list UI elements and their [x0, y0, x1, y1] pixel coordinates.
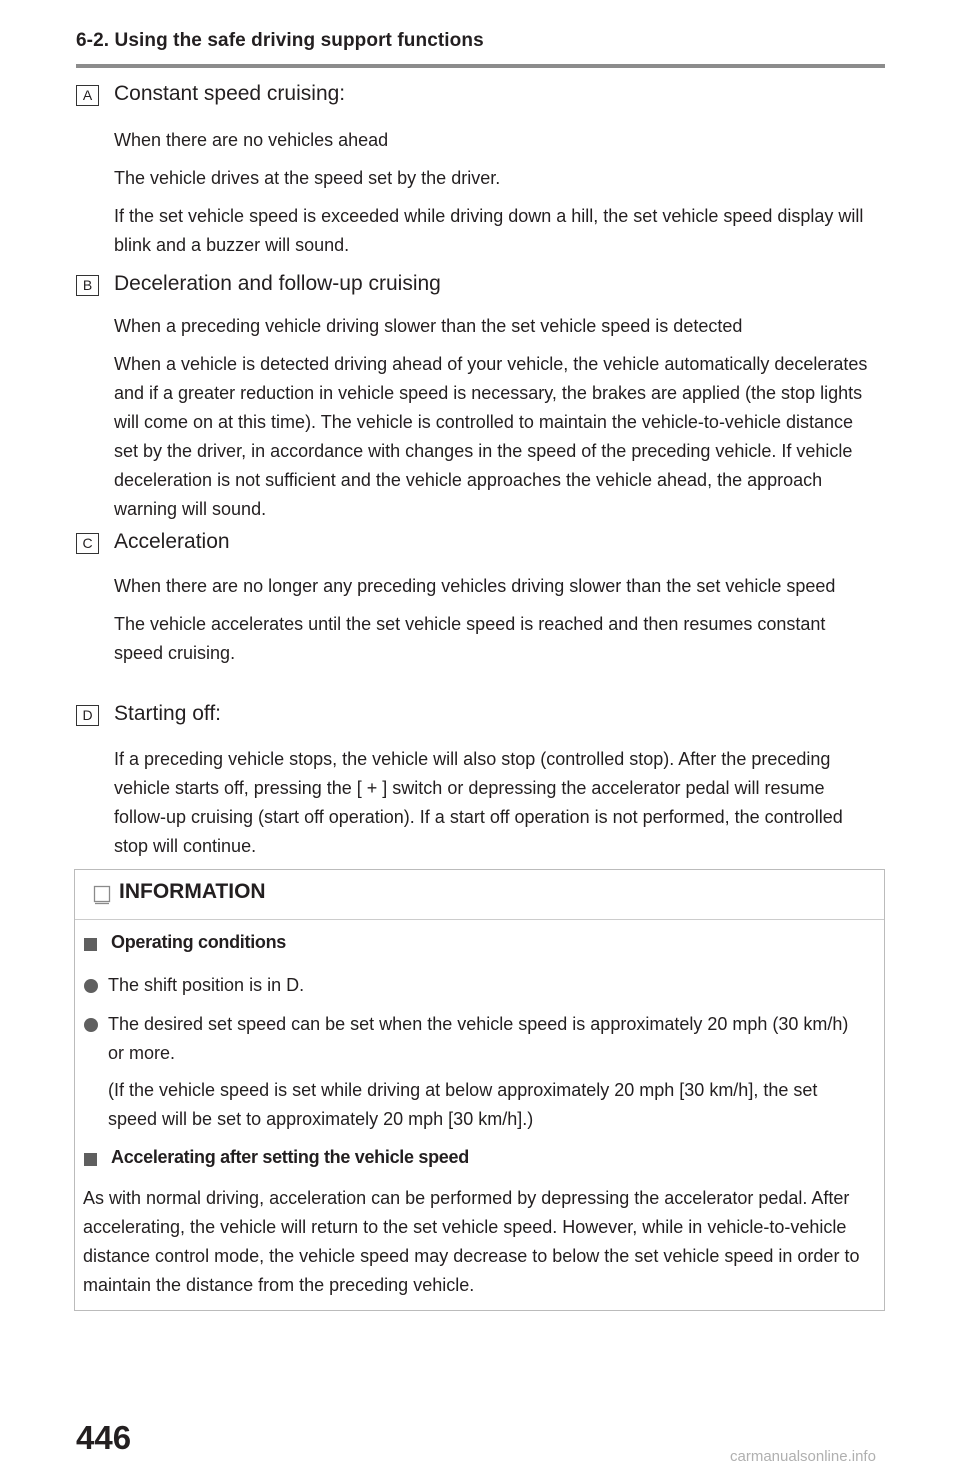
section-title: Deceleration and follow-up cruising	[114, 272, 441, 295]
section-body	[114, 572, 874, 677]
paragraph: If a preceding vehicle stops, the vehicle will also stop (controlled stop). After the preceding vehicle starts off, pressing the [ + ] switch or depressing the accelerator pedal will resume follow-up cruising (start off operation). If a start off operation is not performed, the controlled stop will continue.	[114, 749, 843, 856]
paragraph: When there are no vehicles ahead	[114, 130, 389, 150]
section-title: Starting off:	[114, 702, 222, 725]
section-marker: D	[76, 705, 99, 726]
circle-bullet-icon	[84, 979, 98, 993]
information-box	[74, 869, 885, 1311]
section-marker: C	[76, 533, 99, 554]
paragraph: If the set vehicle speed is exceeded while driving down a hill, the set vehicle speed display will blink and a buzzer will sound.	[114, 206, 864, 255]
circle-bullet-icon	[84, 1018, 98, 1032]
section-body	[114, 312, 874, 533]
accelerating-heading: Accelerating after setting the vehicle speed	[111, 1147, 469, 1167]
bullet-note: (If the vehicle speed is set while driving at below approximately 20 mph [30 km/h], the set speed will be set to approximately 20 mph [30 km/h].)	[108, 1080, 818, 1129]
section-marker: A	[76, 85, 99, 106]
section-body	[114, 745, 874, 870]
header-divider	[76, 64, 885, 68]
paragraph: When a vehicle is detected driving ahead of your vehicle, the vehicle automatically decelerates and if a greater reduction in vehicle speed is necessary, the brakes are applied (the stop lights will come on at this time). The vehicle is controlled to maintain the vehicle-to-vehicle distance set by the driver, in accordance with changes in the speed of the preceding vehicle. If vehicle deceleration is not sufficient and the vehicle approaches the vehicle ahead, the approach warning will sound.	[114, 354, 868, 519]
square-bullet-icon	[84, 1153, 97, 1166]
square-bullet-icon	[84, 938, 97, 951]
information-title: INFORMATION	[119, 880, 266, 903]
paragraph: When there are no longer any preceding vehicles driving slower than the set vehicle speed	[114, 576, 836, 596]
paragraph: The vehicle drives at the speed set by the driver.	[114, 168, 501, 188]
paragraph: When a preceding vehicle driving slower than the set vehicle speed is detected	[114, 316, 743, 336]
section-header: 6-2. Using the safe driving support functions	[76, 30, 484, 51]
section-body	[114, 126, 874, 269]
bullet-text: The shift position is in D.	[108, 975, 305, 995]
bullet-text: The desired set speed can be set when the vehicle speed is approximately 20 mph (30 km/h) or more.	[108, 1014, 849, 1063]
section-marker: B	[76, 275, 99, 296]
watermark: carmanualsonline.info	[730, 1448, 876, 1465]
paragraph: The vehicle accelerates until the set vehicle speed is reached and then resumes constant speed cruising.	[114, 614, 826, 663]
section-title: Constant speed cruising:	[114, 82, 346, 105]
operating-conditions-heading: Operating conditions	[111, 932, 287, 952]
section-title: Acceleration	[114, 530, 230, 553]
accelerating-text: As with normal driving, acceleration can be performed by depressing the accelerator pedal. After accelerating, the vehicle will return to the set vehicle speed. However, while in vehicle-to-vehicle distance control mode, the vehicle speed may decrease to below the set vehicle speed in order to maintain the distance from the preceding vehicle.	[83, 1188, 860, 1295]
information-header	[75, 870, 884, 920]
note-icon	[93, 885, 111, 910]
page-number: 446	[76, 1419, 132, 1456]
